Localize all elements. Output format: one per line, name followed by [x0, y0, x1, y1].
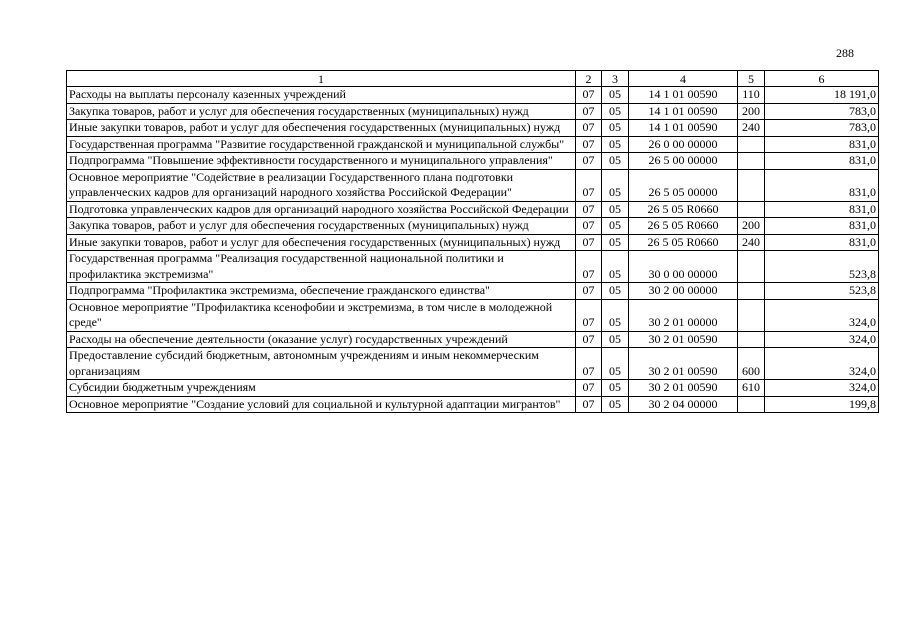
amount-cell: 18 191,0 [765, 87, 879, 104]
budget-table [66, 70, 879, 413]
subsection-code-cell: 05 [602, 120, 629, 137]
amount-cell: 523,8 [765, 283, 879, 300]
row-name-cell: Закупка товаров, работ и услуг для обеспечения государственных (муниципальных) нужд [67, 218, 576, 235]
subsection-code-cell: 05 [602, 136, 629, 153]
target-article-cell: 30 0 00 00000 [629, 251, 738, 283]
subsection-code-cell: 05 [602, 251, 629, 283]
expense-type-cell: 600 [738, 348, 765, 380]
target-article-cell: 26 5 05 R0660 [629, 201, 738, 218]
subsection-code-cell: 05 [602, 396, 629, 413]
expense-type-cell [738, 396, 765, 413]
row-name-cell: Подпрограмма "Профилактика экстремизма, обеспечение гражданского единства" [67, 283, 576, 300]
expense-type-cell: 200 [738, 103, 765, 120]
section-code-cell: 07 [576, 201, 602, 218]
row-name-cell: Основное мероприятие "Содействие в реализации Государственного плана подготовки управленческих кадров для организаций народного хозяйства Российской Федерации" [67, 169, 576, 201]
table-row [67, 234, 879, 251]
page-number: 288 [836, 46, 854, 60]
amount-cell: 831,0 [765, 153, 879, 170]
expense-type-cell: 110 [738, 87, 765, 104]
subsection-code-cell: 05 [602, 153, 629, 170]
amount-cell: 831,0 [765, 169, 879, 201]
section-code-cell: 07 [576, 251, 602, 283]
table-row [67, 169, 879, 201]
expense-type-cell: 240 [738, 234, 765, 251]
table-row [67, 136, 879, 153]
target-article-cell: 30 2 01 00590 [629, 380, 738, 397]
subsection-code-cell: 05 [602, 234, 629, 251]
section-code-cell: 07 [576, 218, 602, 235]
column-header-5: 5 [738, 71, 765, 87]
target-article-cell: 26 5 00 00000 [629, 153, 738, 170]
expense-type-cell: 610 [738, 380, 765, 397]
column-header-3: 3 [602, 71, 629, 87]
amount-cell: 324,0 [765, 380, 879, 397]
section-code-cell: 07 [576, 136, 602, 153]
subsection-code-cell: 05 [602, 299, 629, 331]
target-article-cell: 30 2 01 00000 [629, 299, 738, 331]
section-code-cell: 07 [576, 169, 602, 201]
expense-type-cell [738, 331, 765, 348]
table-row [67, 153, 879, 170]
subsection-code-cell: 05 [602, 103, 629, 120]
section-code-cell: 07 [576, 380, 602, 397]
subsection-code-cell: 05 [602, 331, 629, 348]
amount-cell: 831,0 [765, 201, 879, 218]
expense-type-cell [738, 201, 765, 218]
row-name-cell: Подготовка управленческих кадров для организаций народного хозяйства Российской Федерации [67, 201, 576, 218]
section-code-cell: 07 [576, 331, 602, 348]
table-body [67, 87, 879, 413]
column-number-header-row [67, 71, 879, 87]
expense-type-cell [738, 251, 765, 283]
table-row [67, 201, 879, 218]
amount-cell: 199,8 [765, 396, 879, 413]
target-article-cell: 30 2 04 00000 [629, 396, 738, 413]
section-code-cell: 07 [576, 153, 602, 170]
subsection-code-cell: 05 [602, 201, 629, 218]
target-article-cell: 14 1 01 00590 [629, 103, 738, 120]
section-code-cell: 07 [576, 87, 602, 104]
table-row [67, 87, 879, 104]
section-code-cell: 07 [576, 103, 602, 120]
row-name-cell: Подпрограмма "Повышение эффективности государственного и муниципального управления" [67, 153, 576, 170]
column-header-6: 6 [765, 71, 879, 87]
table-row [67, 218, 879, 235]
target-article-cell: 14 1 01 00590 [629, 87, 738, 104]
table-row [67, 251, 879, 283]
expense-type-cell [738, 153, 765, 170]
row-name-cell: Основное мероприятие "Профилактика ксенофобии и экстремизма, в том числе в молодежной среде" [67, 299, 576, 331]
column-header-1: 1 [67, 71, 576, 87]
target-article-cell: 26 5 05 00000 [629, 169, 738, 201]
section-code-cell: 07 [576, 120, 602, 137]
row-name-cell: Государственная программа "Реализация государственной национальной политики и профилактика экстремизма" [67, 251, 576, 283]
target-article-cell: 14 1 01 00590 [629, 120, 738, 137]
subsection-code-cell: 05 [602, 380, 629, 397]
section-code-cell: 07 [576, 396, 602, 413]
row-name-cell: Иные закупки товаров, работ и услуг для обеспечения государственных (муниципальных) нужд [67, 120, 576, 137]
amount-cell: 324,0 [765, 299, 879, 331]
target-article-cell: 30 2 01 00590 [629, 331, 738, 348]
row-name-cell: Субсидии бюджетным учреждениям [67, 380, 576, 397]
column-header-4: 4 [629, 71, 738, 87]
row-name-cell: Расходы на выплаты персоналу казенных учреждений [67, 87, 576, 104]
expense-type-cell [738, 169, 765, 201]
row-name-cell: Основное мероприятие "Создание условий для социальной и культурной адаптации мигрантов" [67, 396, 576, 413]
row-name-cell: Иные закупки товаров, работ и услуг для обеспечения государственных (муниципальных) нужд [67, 234, 576, 251]
target-article-cell: 26 0 00 00000 [629, 136, 738, 153]
amount-cell: 324,0 [765, 348, 879, 380]
target-article-cell: 30 2 01 00590 [629, 348, 738, 380]
expense-type-cell [738, 299, 765, 331]
section-code-cell: 07 [576, 348, 602, 380]
target-article-cell: 26 5 05 R0660 [629, 218, 738, 235]
subsection-code-cell: 05 [602, 348, 629, 380]
row-name-cell: Государственная программа "Развитие государственной гражданской и муниципальной службы" [67, 136, 576, 153]
table-row [67, 348, 879, 380]
table-row [67, 283, 879, 300]
target-article-cell: 26 5 05 R0660 [629, 234, 738, 251]
table-row [67, 103, 879, 120]
section-code-cell: 07 [576, 234, 602, 251]
subsection-code-cell: 05 [602, 87, 629, 104]
subsection-code-cell: 05 [602, 283, 629, 300]
target-article-cell: 30 2 00 00000 [629, 283, 738, 300]
row-name-cell: Закупка товаров, работ и услуг для обеспечения государственных (муниципальных) нужд [67, 103, 576, 120]
table-row [67, 299, 879, 331]
row-name-cell: Расходы на обеспечение деятельности (оказание услуг) государственных учреждений [67, 331, 576, 348]
row-name-cell: Предоставление субсидий бюджетным, автономным учреждениям и иным некоммерческим организациям [67, 348, 576, 380]
subsection-code-cell: 05 [602, 218, 629, 235]
section-code-cell: 07 [576, 299, 602, 331]
expense-type-cell: 240 [738, 120, 765, 137]
amount-cell: 831,0 [765, 218, 879, 235]
amount-cell: 523,8 [765, 251, 879, 283]
amount-cell: 831,0 [765, 136, 879, 153]
amount-cell: 831,0 [765, 234, 879, 251]
table-row [67, 120, 879, 137]
subsection-code-cell: 05 [602, 169, 629, 201]
table-row [67, 380, 879, 397]
section-code-cell: 07 [576, 283, 602, 300]
amount-cell: 324,0 [765, 331, 879, 348]
amount-cell: 783,0 [765, 120, 879, 137]
expense-type-cell [738, 283, 765, 300]
table-row [67, 396, 879, 413]
table-row [67, 331, 879, 348]
expense-type-cell [738, 136, 765, 153]
expense-type-cell: 200 [738, 218, 765, 235]
column-header-2: 2 [576, 71, 602, 87]
amount-cell: 783,0 [765, 103, 879, 120]
